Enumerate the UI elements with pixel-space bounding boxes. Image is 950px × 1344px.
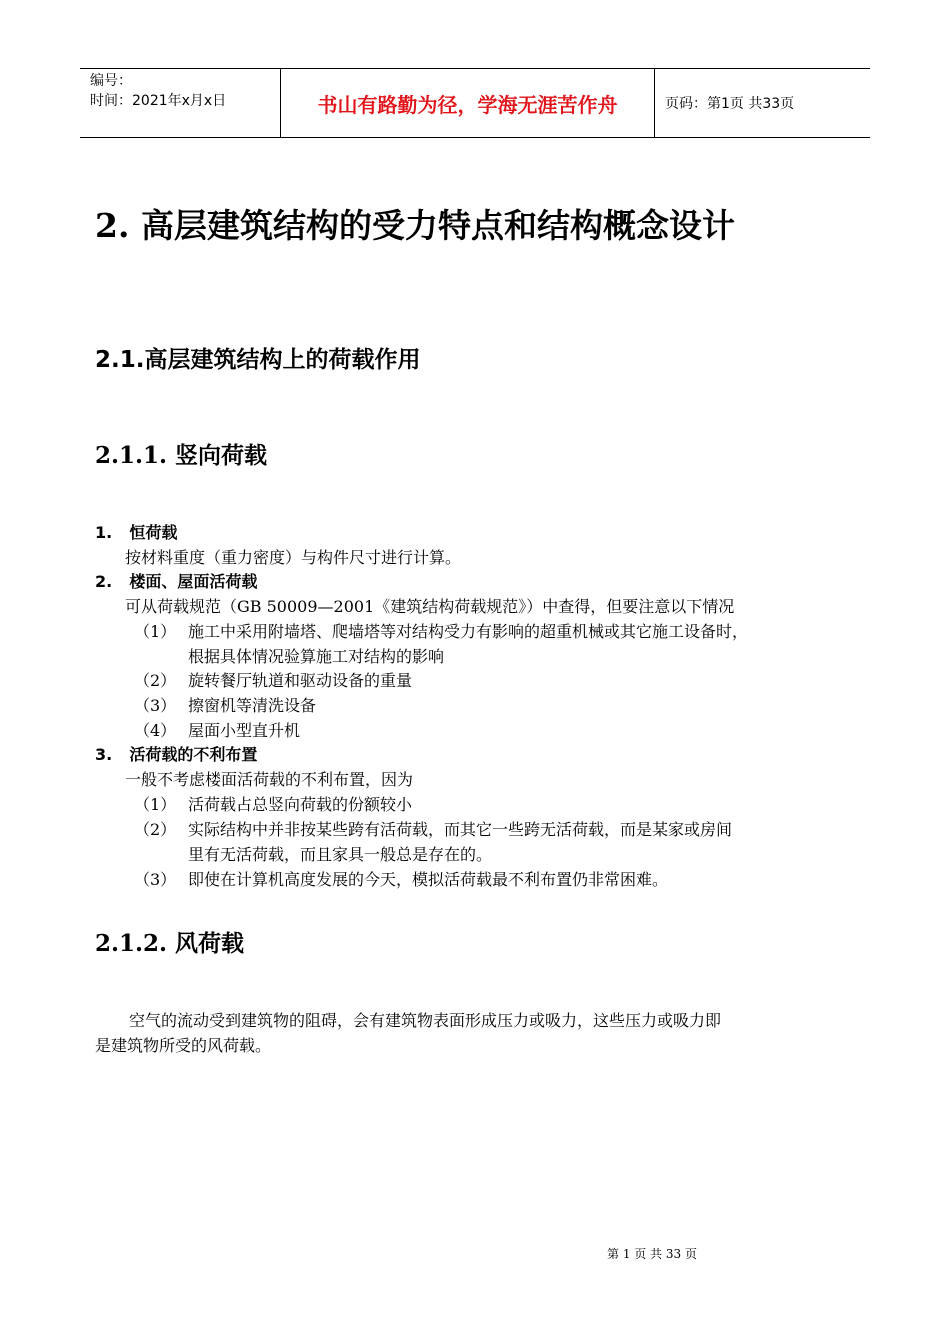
list-item-title: 楼面、屋面活荷载: [129, 572, 258, 591]
list-number: 1.: [95, 523, 113, 542]
sub-item-number: （4）: [134, 721, 177, 740]
sub-item-text: 旋转餐厅轨道和驱动设备的重量: [188, 671, 413, 690]
page-header: [80, 68, 870, 138]
sub-item-text: 实际结构中并非按某些跨有活荷载，而其它一些跨无活荷载，而是某家或房间: [188, 820, 733, 839]
sub-item-text: 活荷载占总竖向荷载的份额较小: [188, 795, 413, 814]
sub-item-number: （1）: [134, 622, 177, 641]
list-item-2-heading: [95, 570, 257, 594]
sub-item-text: 即使在计算机高度发展的今天，模拟活荷载最不利布置仍非常困难。: [188, 870, 669, 889]
list-number: 3.: [95, 745, 113, 764]
section-heading-2-1-2: 2.1.2. 风荷载: [95, 930, 245, 957]
sub-item-number: （3）: [134, 870, 177, 889]
chapter-title: 2. 高层建筑结构的受力特点和结构概念设计: [95, 206, 735, 245]
list-item-title: 活荷载的不利布置: [129, 745, 258, 764]
page-footer: 第 1 页 共 33 页: [607, 1247, 697, 1261]
list-item-2-text: 可从荷载规范（GB 50009—2001《建筑结构荷载规范》）中查得，但要注意以下情况: [125, 597, 735, 616]
list-item-3-heading: [95, 743, 257, 767]
list-item-title: 恒荷载: [129, 523, 178, 542]
wind-paragraph-line-2: 是建筑物所受的风荷载。: [95, 1036, 272, 1055]
sub-item-number: （3）: [134, 696, 177, 715]
list-item-3-text: 一般不考虑楼面活荷载的不利布置，因为: [125, 770, 414, 789]
list-number: 2.: [95, 572, 113, 591]
sub-item-text: 根据具体情况验算施工对结构的影响: [188, 647, 445, 666]
sub-item-number: （1）: [134, 795, 177, 814]
sub-item-number: （2）: [134, 820, 177, 839]
header-number: 编号：: [90, 73, 132, 89]
sub-item-text: 里有无活荷载，而且家具一般总是存在的。: [188, 845, 493, 864]
header-meta: [80, 69, 281, 137]
wind-paragraph-line-1: 空气的流动受到建筑物的阻碍，会有建筑物表面形成压力或吸力，这些压力或吸力即: [129, 1011, 722, 1030]
list-item-1-heading: [95, 521, 177, 545]
list-item-1-text: 按材料重度（重力密度）与构件尺寸进行计算。: [125, 548, 462, 567]
section-heading-2-1: 2.1.高层建筑结构上的荷载作用: [95, 347, 421, 373]
header-page-info: 页码：第1页 共33页: [665, 96, 795, 112]
sub-item-text: 施工中采用附墙塔、爬墙塔等对结构受力有影响的超重机械或其它施工设备时，: [188, 622, 749, 641]
section-heading-2-1-1: 2.1.1. 竖向荷载: [95, 442, 268, 469]
sub-item-number: （2）: [134, 671, 177, 690]
header-time: 时间：2021年x月x日: [90, 93, 227, 109]
header-motto: 书山有路勤为径，学海无涯苦作舟: [281, 69, 655, 137]
sub-item-text: 擦窗机等清洗设备: [188, 696, 317, 715]
sub-item-text: 屋面小型直升机: [188, 721, 301, 740]
